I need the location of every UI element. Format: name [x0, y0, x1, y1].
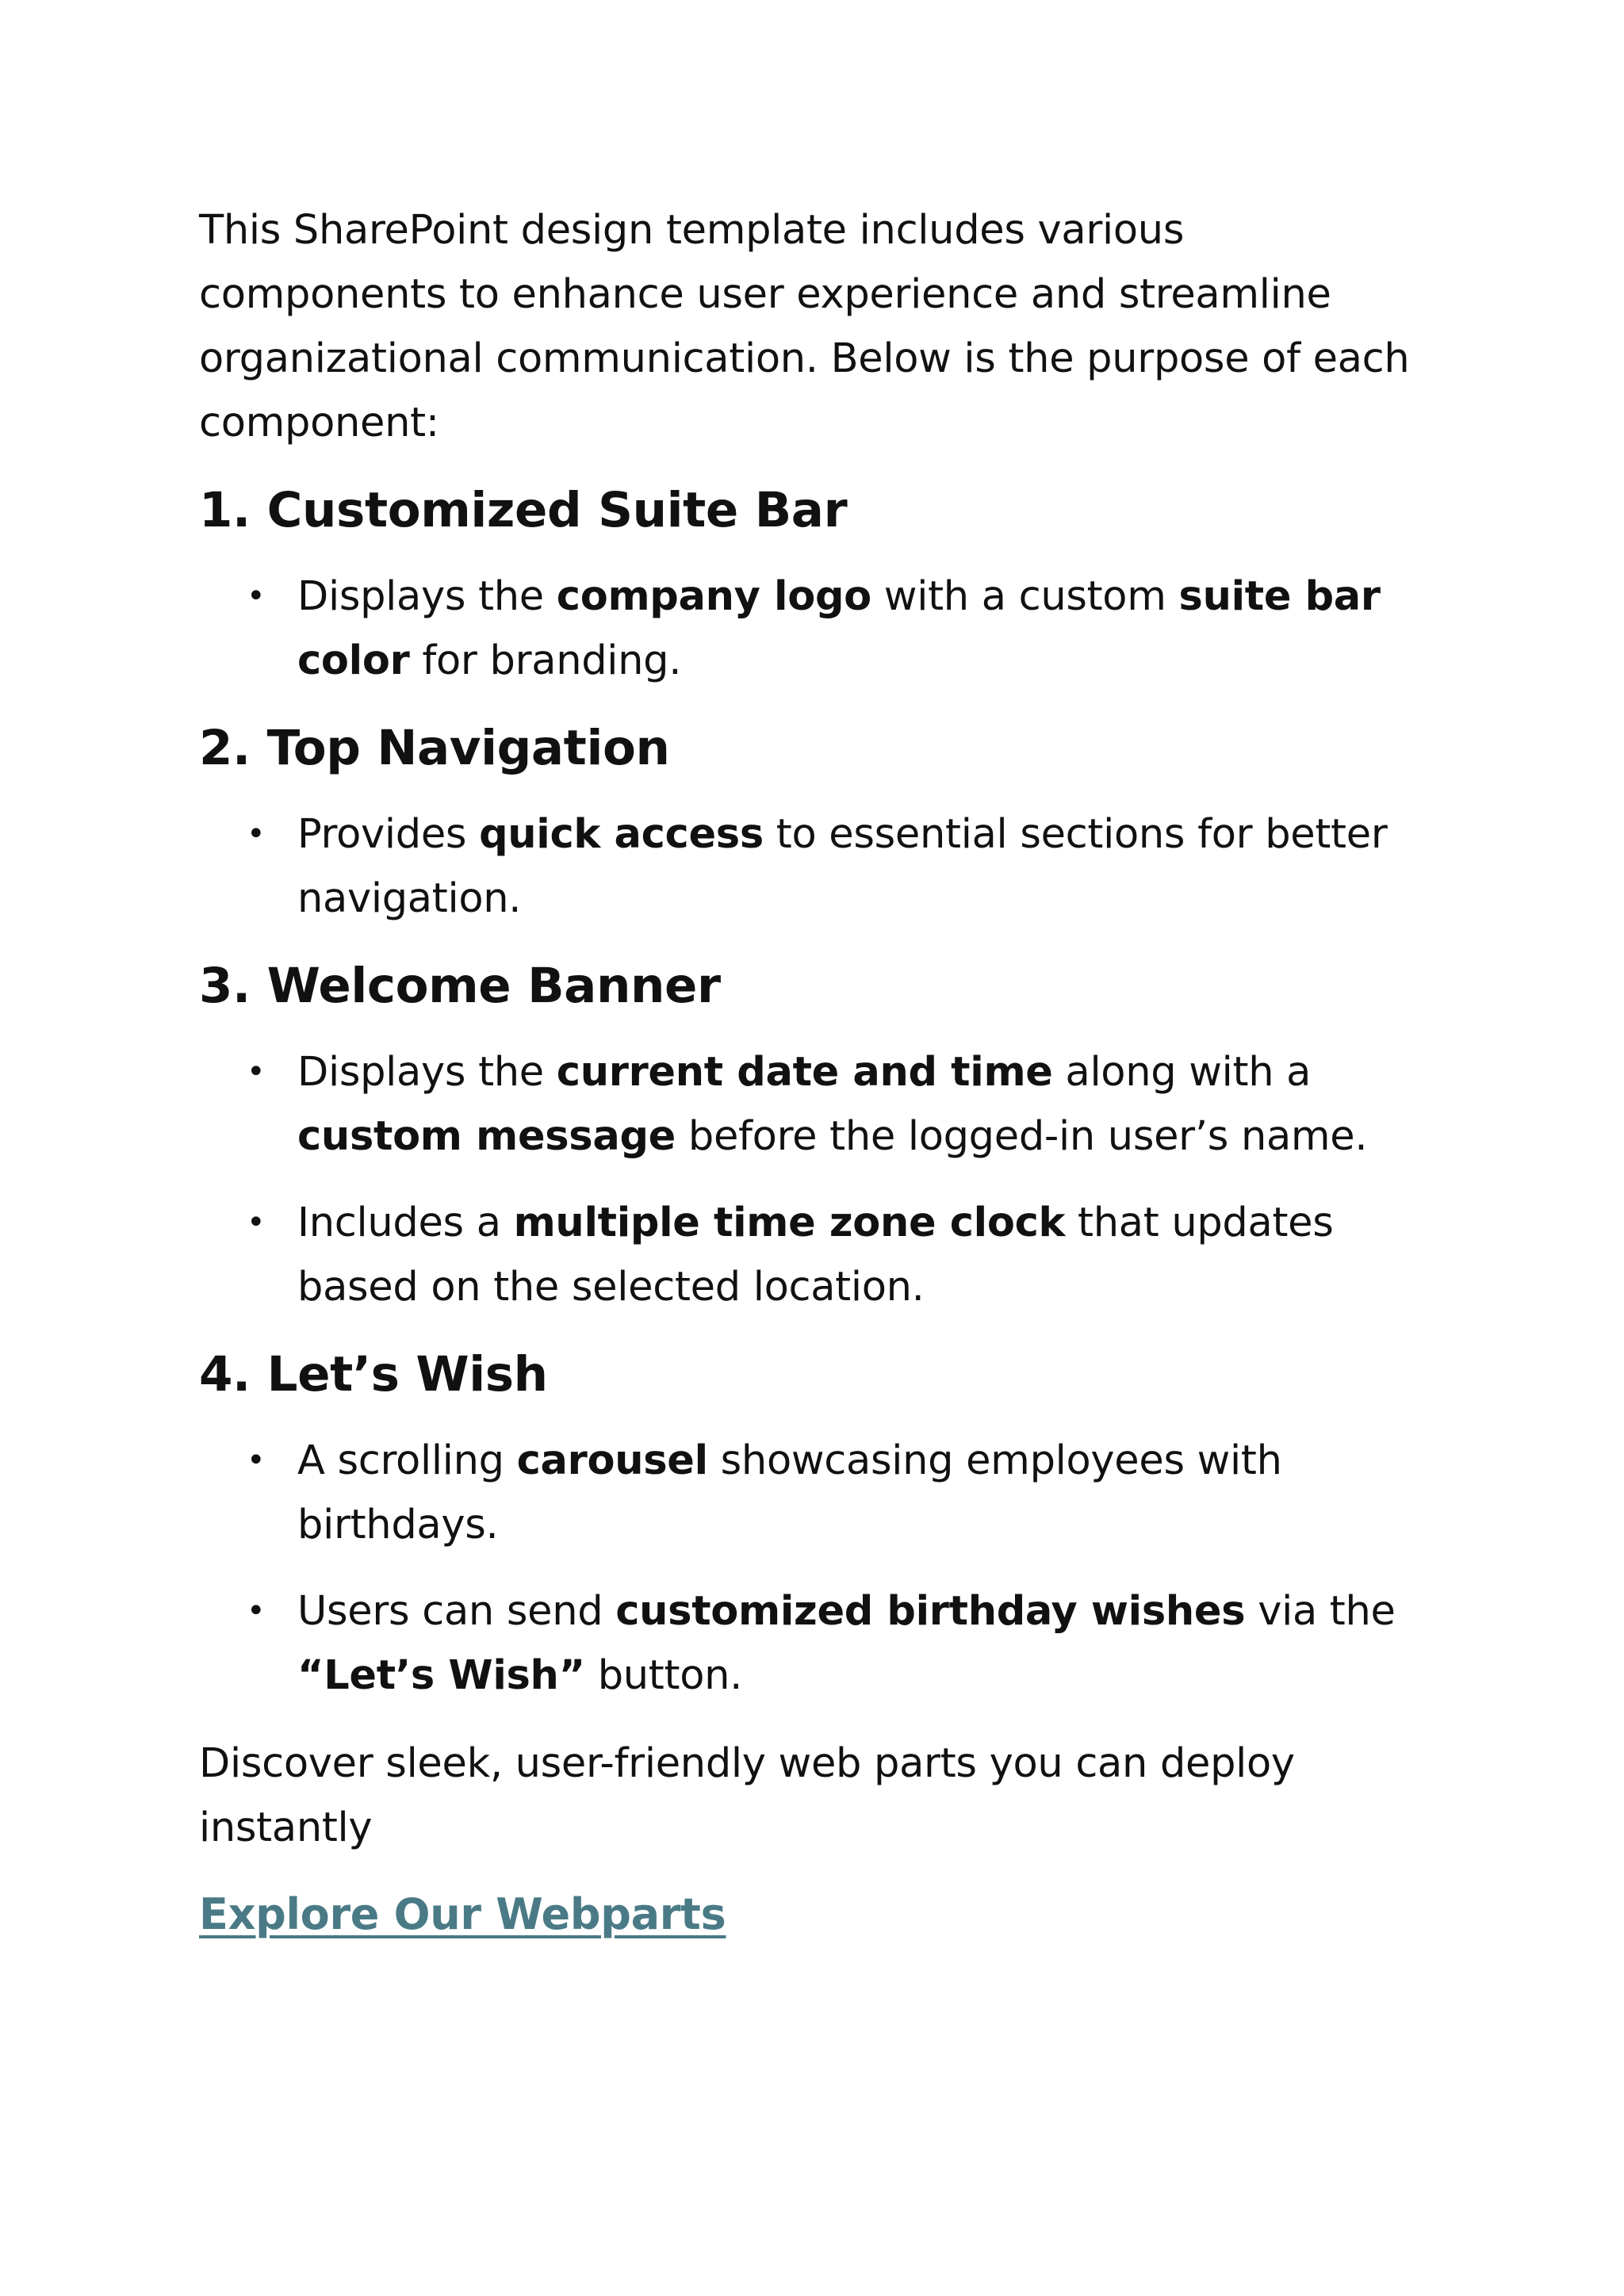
- text-run: with a custom: [871, 573, 1179, 620]
- bullet-item: [199, 1191, 1436, 1319]
- bullet-list-welcome-banner: [199, 1040, 1436, 1319]
- text-run: before the logged-in user’s name.: [675, 1113, 1368, 1160]
- bullet-dot-icon: •: [247, 816, 266, 852]
- text-run: Displays the: [297, 573, 557, 620]
- outro-paragraph: Discover sleek, user-friendly web parts you can deploy instantly: [199, 1740, 1295, 1851]
- bullet-dot-icon: •: [247, 1204, 266, 1241]
- text-run: Provides: [297, 811, 480, 858]
- text-run: that updates based on the selected location.: [297, 1200, 1334, 1311]
- bullet-dot-icon: •: [247, 1054, 266, 1090]
- text-run: to essential sections for better navigation.: [297, 811, 1388, 922]
- bold-text-run: customized birthday wishes: [615, 1588, 1246, 1635]
- bullet-list-top-navigation: [199, 802, 1436, 931]
- bold-text-run: “Let’s Wish”: [297, 1652, 585, 1699]
- bold-text-run: current date and time: [556, 1049, 1053, 1096]
- bullet-item: [199, 802, 1436, 931]
- bullet-dot-icon: •: [247, 578, 266, 614]
- text-run: Includes a: [297, 1200, 514, 1246]
- bold-text-run: carousel: [516, 1437, 708, 1484]
- bold-text-run: custom message: [297, 1113, 676, 1160]
- bullet-item: [199, 1579, 1436, 1708]
- text-run: showcasing employees with birthdays.: [297, 1437, 1282, 1548]
- bullet-item: [199, 1429, 1436, 1557]
- heading-welcome-banner: 3. Welcome Banner: [199, 958, 721, 1014]
- document-page: [199, 198, 1436, 1946]
- explore-webparts-link[interactable]: Explore Our Webparts: [199, 1889, 726, 1939]
- text-run: via the: [1245, 1588, 1396, 1635]
- text-run: A scrolling: [297, 1437, 517, 1484]
- bullet-dot-icon: •: [247, 1593, 266, 1629]
- bold-text-run: multiple time zone clock: [513, 1200, 1066, 1246]
- text-run: button.: [584, 1652, 743, 1699]
- bullet-dot-icon: •: [247, 1442, 266, 1479]
- text-run: Users can send: [297, 1588, 616, 1635]
- intro-paragraph: This SharePoint design template includes various components to enhance user experience and streamline organizational communication. Below is the purpose of each component:: [199, 207, 1410, 446]
- bold-text-run: company logo: [556, 573, 871, 620]
- heading-lets-wish: 4. Let’s Wish: [199, 1346, 548, 1402]
- text-run: Displays the: [297, 1049, 557, 1096]
- heading-customized-suite-bar: 1. Customized Suite Bar: [199, 482, 848, 538]
- bullet-list-lets-wish: [199, 1429, 1436, 1708]
- bullet-item: [199, 564, 1436, 693]
- bold-text-run: quick access: [479, 811, 764, 858]
- bullet-list-suite-bar: [199, 564, 1436, 693]
- heading-top-navigation: 2. Top Navigation: [199, 720, 670, 776]
- bullet-item: [199, 1040, 1436, 1169]
- bold-text-run: suite bar color: [297, 573, 1381, 684]
- text-run: for branding.: [409, 637, 682, 684]
- text-run: along with a: [1052, 1049, 1312, 1096]
